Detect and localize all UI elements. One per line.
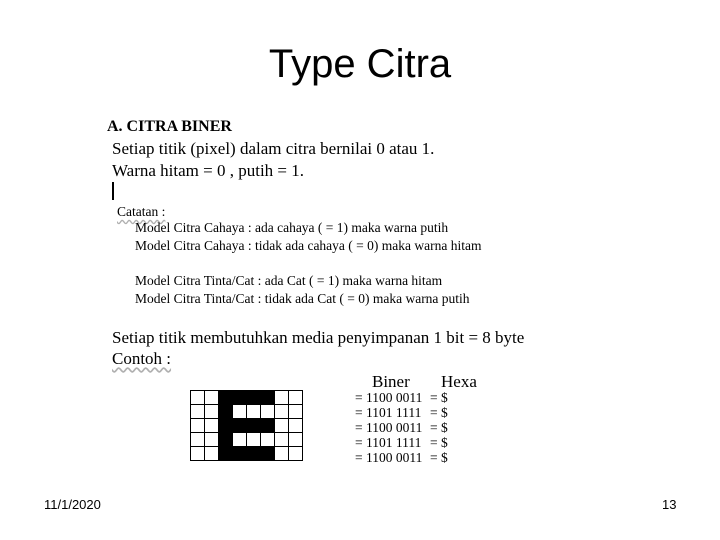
- pixel-cell-black: [219, 391, 233, 405]
- pixel-cell-black: [233, 391, 247, 405]
- contoh-label: Contoh :: [112, 349, 172, 368]
- pixel-grid: [190, 390, 303, 461]
- color-line: Warna hitam = 0 , putih = 1.: [112, 161, 305, 180]
- binary-row-4: = 1101 1111: [355, 435, 422, 450]
- pixel-cell-white: [289, 391, 303, 405]
- pixel-row: [191, 447, 303, 461]
- binary-row-3: = 1100 0011: [355, 420, 423, 435]
- pixel-cell-white: [233, 433, 247, 447]
- hexa-header: Hexa: [441, 372, 477, 391]
- pixel-cell-white: [289, 447, 303, 461]
- pixel-cell-black: [219, 405, 233, 419]
- pixel-cell-white: [191, 391, 205, 405]
- pixel-cell-white: [233, 405, 247, 419]
- slide-title: Type Citra: [268, 42, 452, 86]
- pixel-row: [191, 391, 303, 405]
- pixel-cell-white: [261, 405, 275, 419]
- pixel-cell-white: [289, 405, 303, 419]
- section-heading: A. CITRA BINER: [107, 118, 232, 135]
- storage-line: Setiap titik membutuhkan media penyimpanan 1 bit = 8 byte: [112, 328, 525, 347]
- pixel-cell-white: [205, 433, 219, 447]
- pixel-cell-white: [205, 391, 219, 405]
- pixel-cell-white: [275, 447, 289, 461]
- pixel-cell-black: [247, 391, 261, 405]
- definition-line: Setiap titik (pixel) dalam citra bernilai 0 atau 1.: [112, 139, 435, 158]
- document-image: [105, 114, 575, 466]
- pixel-cell-black: [219, 447, 233, 461]
- note-cahaya-1: Model Citra Cahaya : ada cahaya ( = 1) maka warna putih: [135, 220, 449, 235]
- binary-row-5: = 1100 0011: [355, 450, 423, 465]
- pixel-cell-white: [275, 405, 289, 419]
- pixel-cell-white: [205, 405, 219, 419]
- pixel-cell-white: [205, 419, 219, 433]
- pixel-cell-white: [289, 419, 303, 433]
- pixel-cell-white: [261, 433, 275, 447]
- pixel-cell-black: [219, 433, 233, 447]
- note-cahaya-0: Model Citra Cahaya : tidak ada cahaya ( = 0) maka warna hitam: [135, 238, 482, 253]
- pixel-cell-white: [289, 433, 303, 447]
- note-cat-1: Model Citra Tinta/Cat : ada Cat ( = 1) maka warna hitam: [135, 273, 443, 288]
- pixel-cell-black: [219, 419, 233, 433]
- hex-row-2: = $: [430, 405, 448, 420]
- pixel-cell-white: [191, 433, 205, 447]
- note-cat-0: Model Citra Tinta/Cat : tidak ada Cat ( = 0) maka warna putih: [135, 291, 470, 306]
- pixel-cell-black: [233, 447, 247, 461]
- pixel-cell-white: [247, 405, 261, 419]
- pixel-cell-white: [191, 419, 205, 433]
- pixel-cell-black: [247, 447, 261, 461]
- hex-row-4: = $: [430, 435, 448, 450]
- biner-header: Biner: [372, 372, 410, 391]
- binary-row-2: = 1101 1111: [355, 405, 422, 420]
- pixel-cell-white: [275, 433, 289, 447]
- hex-row-5: = $: [430, 450, 448, 465]
- pixel-row: [191, 419, 303, 433]
- hex-row-3: = $: [430, 420, 448, 435]
- pixel-cell-black: [261, 447, 275, 461]
- slide-date: 11/1/2020: [44, 497, 101, 512]
- slide-page-number: 13: [662, 497, 677, 512]
- pixel-cell-black: [247, 419, 261, 433]
- pixel-cell-white: [191, 447, 205, 461]
- pixel-cell-black: [233, 419, 247, 433]
- pixel-row: [191, 405, 303, 419]
- text-cursor: [112, 182, 114, 200]
- catatan-label: Catatan :: [117, 204, 166, 219]
- pixel-cell-white: [247, 433, 261, 447]
- pixel-cell-white: [275, 419, 289, 433]
- hex-row-1: = $: [430, 390, 448, 405]
- pixel-cell-white: [275, 391, 289, 405]
- pixel-cell-white: [191, 405, 205, 419]
- pixel-cell-black: [261, 391, 275, 405]
- pixel-cell-black: [261, 419, 275, 433]
- pixel-cell-white: [205, 447, 219, 461]
- pixel-row: [191, 433, 303, 447]
- binary-row-1: = 1100 0011: [355, 390, 423, 405]
